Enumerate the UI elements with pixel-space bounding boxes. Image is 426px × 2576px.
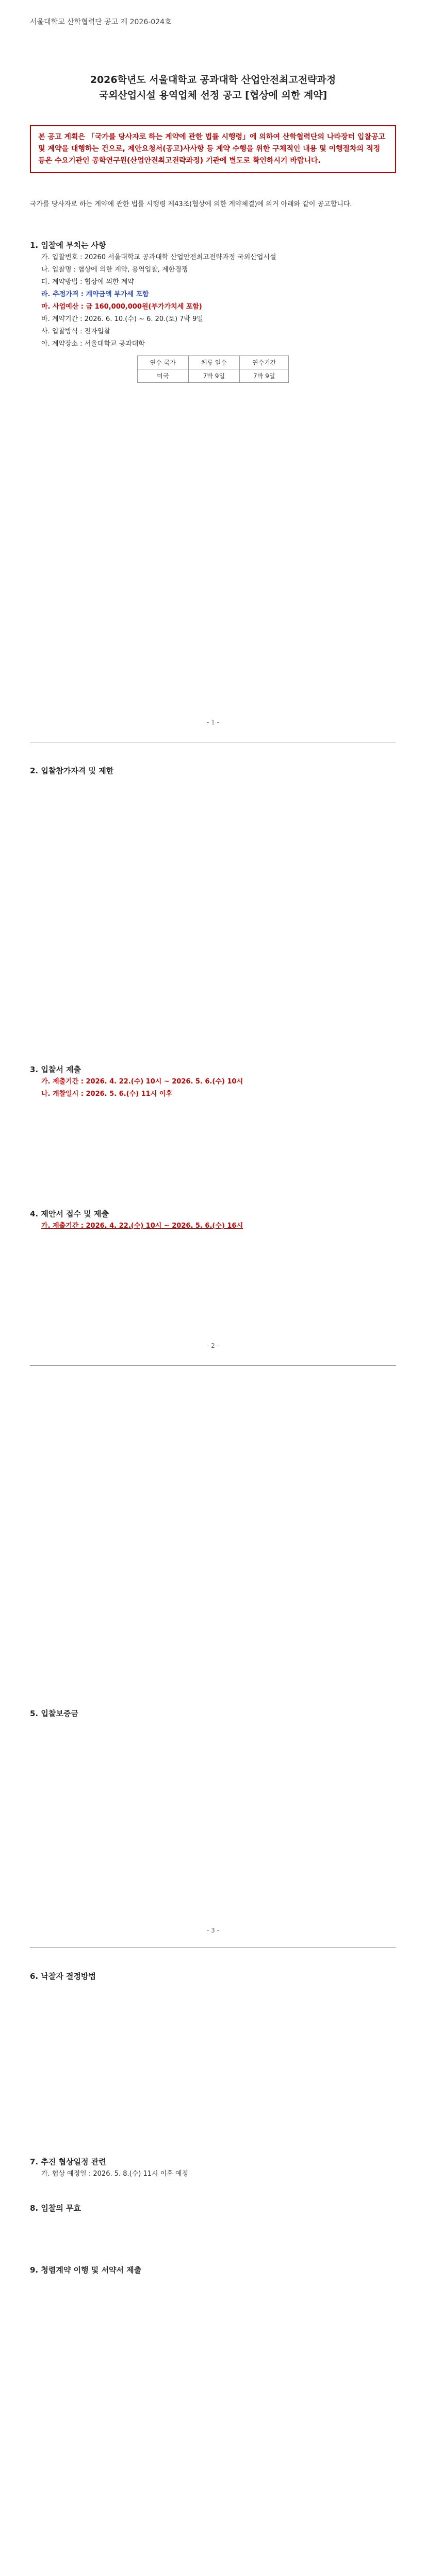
section-title: 4. 제안서 접수 및 제출	[30, 1209, 109, 1218]
page-title	[30, 72, 396, 103]
item: 라. 추정가격 : 계약금액 부가세 포함	[41, 291, 149, 298]
section-3	[30, 1056, 396, 1100]
section-5	[30, 1700, 396, 1720]
section-2	[30, 757, 396, 777]
section-7	[30, 2148, 396, 2180]
section-6	[30, 1963, 396, 1982]
section-title: 7. 추진 협상일정 관련	[30, 2157, 106, 2166]
item: 가. 입찰번호 : 20260 서울대학교 공과대학 산업안전최고전략과정 국외산업시설	[41, 253, 276, 261]
section-title: 3. 입찰서 제출	[30, 1065, 81, 1074]
notice-number: 서울대학교 산학협력단 공고 제 2026-024호	[30, 18, 172, 26]
page-number: - 1 -	[207, 719, 219, 726]
section-title: 9. 청렴계약 이행 및 서약서 제출	[30, 2265, 142, 2275]
section-title: 2. 입찰참가자격 및 제한	[30, 766, 114, 775]
item: 다. 계약방법 : 협상에 의한 계약	[41, 278, 134, 286]
item: 사. 입찰방식 : 전자입찰	[41, 328, 110, 335]
intro-text: 국가를 당사자로 하는 계약에 관한 법률 시행령 제43조(협상에 의한 계약체결)에 의거 아래와 같이 공고합니다.	[30, 200, 352, 208]
table-cell: 7박 9일	[188, 369, 239, 383]
page-divider	[30, 1365, 396, 1366]
section-title: 1. 입찰에 부치는 사항	[30, 241, 106, 250]
section-title: 6. 낙찰자 결정방법	[30, 1972, 96, 1981]
page-number: - 3 -	[207, 1927, 219, 1934]
section-1	[30, 232, 396, 388]
section-9	[30, 2257, 396, 2276]
title-line-1: 2026학년도 서울대학교 공과대학 산업안전최고전략과정	[90, 74, 336, 86]
table-cell: 미국	[137, 369, 188, 383]
table-header: 연수기간	[240, 356, 289, 369]
page-number: - 2 -	[207, 1342, 219, 1349]
negotiation-date: 가. 협상 예정일 : 2026. 5. 8.(수) 11시 이후 예정	[41, 2170, 189, 2178]
section-title: 8. 입찰의 무효	[30, 2204, 81, 2213]
section-title: 5. 입찰보증금	[30, 1709, 78, 1718]
item: 나. 입찰명 : 협상에 의한 계약, 용역입찰, 제한경쟁	[41, 266, 188, 274]
item: 아. 계약장소 : 서울대학교 공과대학	[41, 340, 145, 348]
section-4	[30, 1200, 396, 1232]
proposal-period: 가. 제출기간 : 2026. 4. 22.(수) 10시 ~ 2026. 5. 6.(수) 16시	[41, 1222, 243, 1230]
submission-period: 가. 제출기간 : 2026. 4. 22.(수) 10시 ~ 2026. 5. 6.(수) 10시	[41, 1078, 243, 1086]
table-header: 연수 국가	[137, 356, 188, 369]
item: 마. 사업예산 : 금 160,000,000원(부가가치세 포함)	[41, 303, 202, 311]
section-8	[30, 2195, 396, 2214]
opening-date: 나. 개찰일시 : 2026. 5. 6.(수) 11시 이후	[41, 1090, 172, 1098]
table-header: 체류 일수	[188, 356, 239, 369]
notice-box: 본 공고 계획은 「국가를 당사자로 하는 계약에 관한 법률 시행령」에 의하여 산학협력단의 나라장터 입찰공고 및 계약을 대행하는 건으로, 제안요청서(공고)사사항 등 계약 수행을 위한 구체적인 내용 및 이행절차의 적정 등은 수요기관인 공학연구원(산업안전최고전략과정) 기관에 별도로 확인하시기 바랍니다.	[30, 125, 396, 173]
item: 바. 계약기간 : 2026. 6. 10.(수) ~ 6. 20.(토) 7박 9일	[41, 315, 203, 323]
table-cell: 7박 9일	[240, 369, 289, 383]
intro	[30, 198, 396, 211]
title-line-2: 국외산업시설 용역업체 선정 공고 [협상에 의한 계약]	[99, 90, 327, 101]
page-divider	[30, 1947, 396, 1948]
schedule-table	[137, 355, 289, 383]
